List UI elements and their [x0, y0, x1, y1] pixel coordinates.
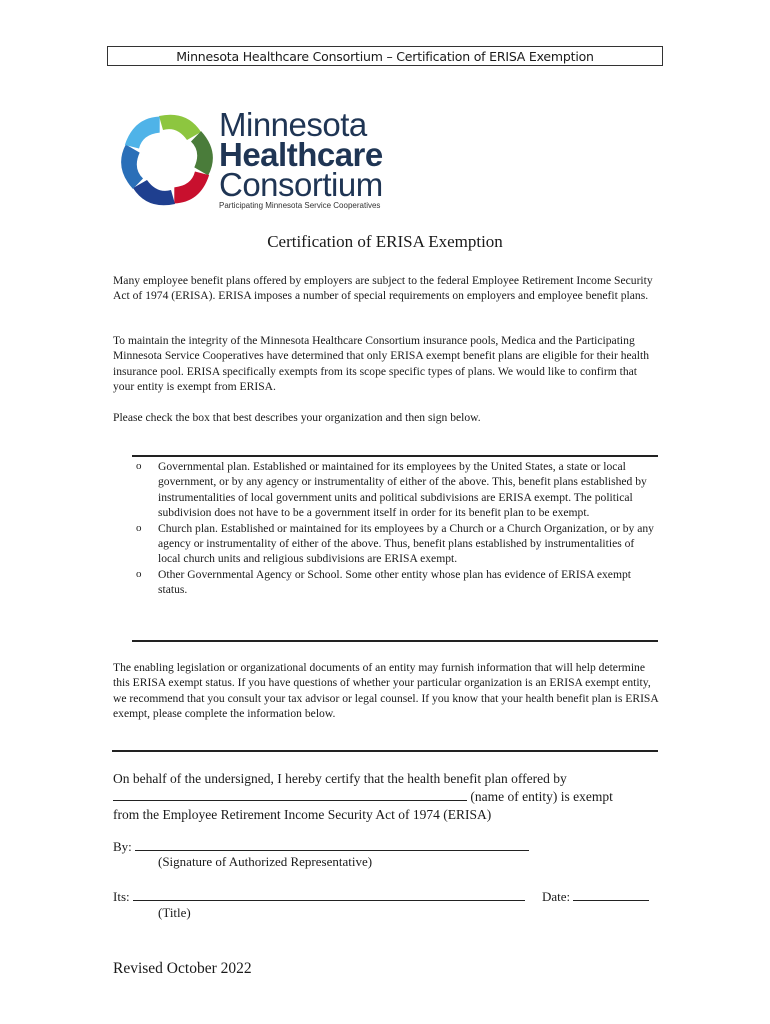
document-title: Certification of ERISA Exemption: [267, 232, 503, 251]
divider-top: [132, 455, 658, 457]
option-other-agency: [136, 567, 658, 598]
title-caption: (Title): [158, 905, 191, 920]
pinwheel-logo-icon: [117, 108, 217, 212]
by-label: By:: [113, 839, 132, 854]
consortium-logo: [117, 108, 387, 216]
logo-wordmark: [219, 106, 383, 212]
signature-row: [113, 838, 529, 855]
entity-name-field[interactable]: [113, 788, 467, 801]
other-agency-text: Other Governmental Agency or School. Some other entity whose plan has evidence of ERISA exempt status.: [158, 567, 631, 597]
logo-word-minnesota: Minnesota: [219, 106, 367, 143]
legislation-paragraph: The enabling legislation or organizational documents of an entity may furnish information that will help determine this ERISA exempt status. If you have questions of whether your particular organization is an ERISA exempt entity, we recommend that you consult your tax advisor or legal counsel. If you know that your health benefit plan is ERISA exempt, please complete the information below.: [113, 661, 659, 721]
date-field[interactable]: [573, 888, 649, 901]
church-plan-checkbox[interactable]: o: [136, 521, 142, 534]
governmental-plan-checkbox[interactable]: o: [136, 460, 142, 472]
exemption-options-list: [136, 459, 658, 598]
certification-line-2: [113, 788, 659, 806]
signature-field[interactable]: [135, 838, 529, 851]
date-row: [542, 888, 649, 905]
certification-line-1: On behalf of the undersigned, I hereby certify that the health benefit plan offered by: [113, 771, 567, 786]
its-label: Its:: [113, 889, 130, 904]
intro-paragraph: Many employee benefit plans offered by employers are subject to the federal Employee Retirement Income Security Act of 1974 (ERISA). ERISA imposes a number of special requirements on employers and employee benefit plans.: [113, 274, 653, 303]
logo-word-healthcare: Healthcare: [219, 136, 383, 173]
governmental-plan-text: Governmental plan. Established or maintained for its employees by the United States, a state or local government, or by any agency or instrumentality of either of the above. This, benefit plans established by instrumentalities of local government units and political subdivisions are ERISA exempt. The political subdivision does not have to be a government itself in order for its benefit plan to be exempt.: [158, 460, 647, 520]
option-governmental-plan: [136, 459, 658, 521]
certification-statement: [113, 770, 659, 824]
signature-caption: (Signature of Authorized Representative): [158, 854, 373, 869]
title-field[interactable]: [133, 888, 525, 901]
date-label: Date:: [542, 889, 571, 904]
divider-middle: [132, 640, 658, 642]
other-agency-checkbox[interactable]: o: [136, 567, 142, 580]
integrity-paragraph: To maintain the integrity of the Minnesota Healthcare Consortium insurance pools, Medica and the Participating Minnesota Service Cooperatives have determined that only ERISA exempt benefit plans are eligible for their health insurance pool. ERISA specifically exempts from its scope specific types of plans. We would like to confirm that your entity is exempt from ERISA.: [113, 334, 650, 394]
option-church-plan: [136, 521, 658, 567]
title-row: [113, 888, 525, 905]
page-header: Minnesota Healthcare Consortium – Certification of ERISA Exemption: [107, 46, 663, 66]
church-plan-text: Church plan. Established or maintained for its employees by a Church or a Church Organization, or by any agency or instrumentality of either of the above. Thus, benefit plans established by instrumentalities of local church units and religious subdivisions are ERISA exempt.: [158, 521, 654, 566]
entity-name-caption: (name of entity) is exempt: [470, 789, 613, 804]
logo-tagline: Participating Minnesota Service Cooperatives: [219, 201, 381, 210]
logo-word-consortium: Consortium: [219, 166, 383, 203]
revision-date: Revised October 2022: [113, 960, 252, 977]
instruction-paragraph: Please check the box that best describes your organization and then sign below.: [113, 411, 481, 424]
certification-line-3: from the Employee Retirement Income Security Act of 1974 (ERISA): [113, 807, 492, 822]
divider-bottom: [112, 750, 658, 752]
